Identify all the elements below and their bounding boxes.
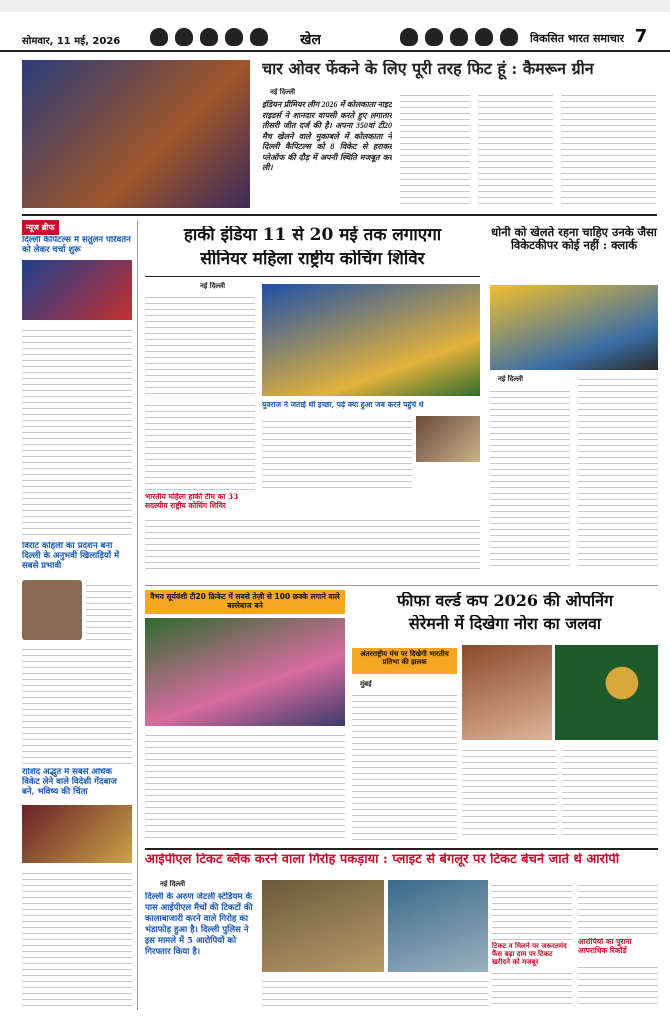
hockey-body-col1 — [145, 292, 255, 397]
hockey-body-col1b — [145, 400, 255, 490]
hockey-team-photo — [262, 284, 480, 396]
athlete-silhouette-icon — [425, 28, 443, 46]
bottom-body-col2b — [578, 962, 658, 1008]
nora-photo — [462, 645, 552, 740]
athlete-silhouette-icon — [175, 28, 193, 46]
top-body-col — [478, 90, 553, 208]
vaibhav-body — [145, 730, 345, 840]
masthead — [0, 0, 670, 52]
fifa-dateline: मुंबई — [360, 680, 372, 688]
dhoni-photo — [490, 285, 658, 370]
brand-name: विकसित भारत समाचार — [530, 32, 625, 45]
divider — [145, 585, 658, 586]
brief-body-1 — [22, 325, 132, 540]
divider — [145, 848, 658, 850]
athlete-silhouette-icon — [475, 28, 493, 46]
brief-photo-3 — [22, 805, 132, 863]
vaibhav-photo — [145, 618, 345, 726]
top-band — [0, 0, 670, 12]
fifa-body-col3 — [562, 745, 658, 840]
hockey-body-col2 — [262, 416, 412, 491]
fifa-body-col1 — [352, 690, 457, 840]
hockey-dateline: नई दिल्ली — [200, 282, 226, 290]
brief-photo-1 — [22, 260, 132, 320]
bottom-body-col1 — [492, 880, 572, 940]
bottom-lead: दिल्ली के अरुण जेटली स्टेडियम के पास आईपीएल मैचों की टिकटों की कालाबाजारी करने वाले गिरोह का भंडाफोड़ हुआ है। दिल्ली पुलिस ने इस मामले में 5 आरोपियों को गिरफ्तार किया है। — [145, 892, 253, 958]
dhoni-body-col2 — [578, 374, 658, 568]
divider — [145, 276, 480, 277]
athlete-silhouette-icon — [400, 28, 418, 46]
dhoni-headline: धोनी को खेलते रहना चाहिए उनके जैसा विकेटकीपर कोई नहीं : क्लार्क — [491, 226, 657, 253]
fifa-trophy-photo — [555, 645, 658, 740]
date-label: सोमवार, 11 मई, 2026 — [22, 36, 121, 47]
brief-headline-3: राशिद अद्भुत में सबसे अधिक विकेट लेने वाले विदेशी गेंदबाज बने, भविष्य की चिंता — [22, 768, 117, 797]
section-title: खेल — [300, 32, 321, 48]
hockey-headline-2: सीनियर महिला राष्ट्रीय कोचिंग शिविर — [200, 250, 425, 269]
bottom-body-col2 — [578, 880, 658, 936]
hockey-photo-caption: युवराज ने जताई थी इच्छा, पढ़ें क्या हुआ जब करने पहुंचे थे — [262, 401, 424, 409]
stadium-photo — [388, 880, 488, 972]
top-headline: चार ओवर फेंकने के लिए पूरी तरह फिट हूं : कैमरून ग्रीन — [262, 60, 594, 78]
column-rule — [137, 220, 138, 1010]
bottom-body-col1b — [492, 968, 572, 1008]
top-dateline: नई दिल्ली — [270, 88, 296, 96]
yuvraj-photo — [416, 416, 480, 462]
brief-body-2a — [86, 580, 132, 640]
bottom-dateline: नई दिल्ली — [160, 880, 186, 888]
brief-headline-2: विराट कोहली का प्रदर्शन बना दिल्ली के अनुभवी खिलाड़ियों में सबसे प्रभावी — [22, 542, 120, 571]
bottom-caption — [262, 976, 488, 1008]
top-body-col — [400, 90, 470, 208]
hockey-headline-1: हाकी इंडिया 11 से 20 मई तक लगाएगा — [183, 226, 442, 245]
brief-photo-2 — [22, 580, 82, 640]
bottom-side-headline: आरोपियों का पुराना आपराधिक रिकॉर्ड — [578, 938, 632, 955]
fifa-headline-2: सेरेमनी में दिखेगा नोरा का जलवा — [408, 615, 602, 633]
athlete-silhouette-icon — [200, 28, 218, 46]
brief-headline-1: दिल्ली कैपिटल्स में संतुलन परिवर्तन को लेकर चर्चा शुरू — [22, 236, 131, 255]
divider — [22, 214, 657, 216]
dhoni-body-col1 — [490, 386, 570, 568]
fifa-subtag: अंतरराष्ट्रीय मंच पर दिखेगी भारतीय प्रतिभा की झलक — [352, 648, 457, 674]
bottom-subhead: टिकट न मिलने पर जरूरतमंद फैंस बढ़ा दाम पर टिकट खरीदने को मजबूर — [492, 942, 567, 966]
top-lead: इंडियन प्रीमियर लीग 2026 में कोलकाता नाइट राइडर्स ने शानदार वापसी करते हुए लगातार तीसरी जीत दर्ज की है। अपना 350वां टी20 मैच खेलने वाले मुकाबले में कोलकाता ने दिल्ली कैपिटल्स को 8 विकेट से हराकर प्लेऑफ की दौड़ में अपनी स्थिति मजबूत कर ली। — [262, 100, 392, 173]
athlete-silhouette-icon — [150, 28, 168, 46]
fifa-headline-1: फीफा वर्ल्ड कप 2026 की ओपनिंग — [396, 592, 614, 610]
dhoni-dateline: नई दिल्ली — [498, 375, 524, 383]
page-number: 7 — [634, 26, 648, 47]
bottom-headline: आईपीएल टिकट ब्लैक करने वाला गिरोह पकड़ाया : प्लाइट से बेंगलूर पर टिकट बेचने जाते थे आरोपी — [145, 853, 620, 867]
brief-body-2b — [22, 644, 132, 766]
brief-body-3 — [22, 868, 132, 1008]
news-brief-tag: न्यूज ब्रीफ — [22, 220, 59, 235]
athlete-silhouette-icon — [225, 28, 243, 46]
cameron-green-photo — [22, 60, 250, 208]
hockey-players-list — [145, 515, 480, 570]
athlete-silhouette-icon — [250, 28, 268, 46]
athlete-silhouette-icon — [500, 28, 518, 46]
hockey-subhead: भारतीय महिला हाकी टीम का 33 सदस्यीय राष्ट्रीय कोचिंग शिविर — [145, 493, 239, 510]
police-photo — [262, 880, 384, 972]
top-body-col — [561, 90, 656, 208]
vaibhav-headline: वैभव सूर्यवंशी टी20 क्रिकेट में सबसे तेज़ी से 100 छक्के लगाने वाले बल्लेबाज बने — [145, 590, 345, 614]
athlete-silhouette-icon — [450, 28, 468, 46]
fifa-body-col2 — [462, 745, 557, 840]
